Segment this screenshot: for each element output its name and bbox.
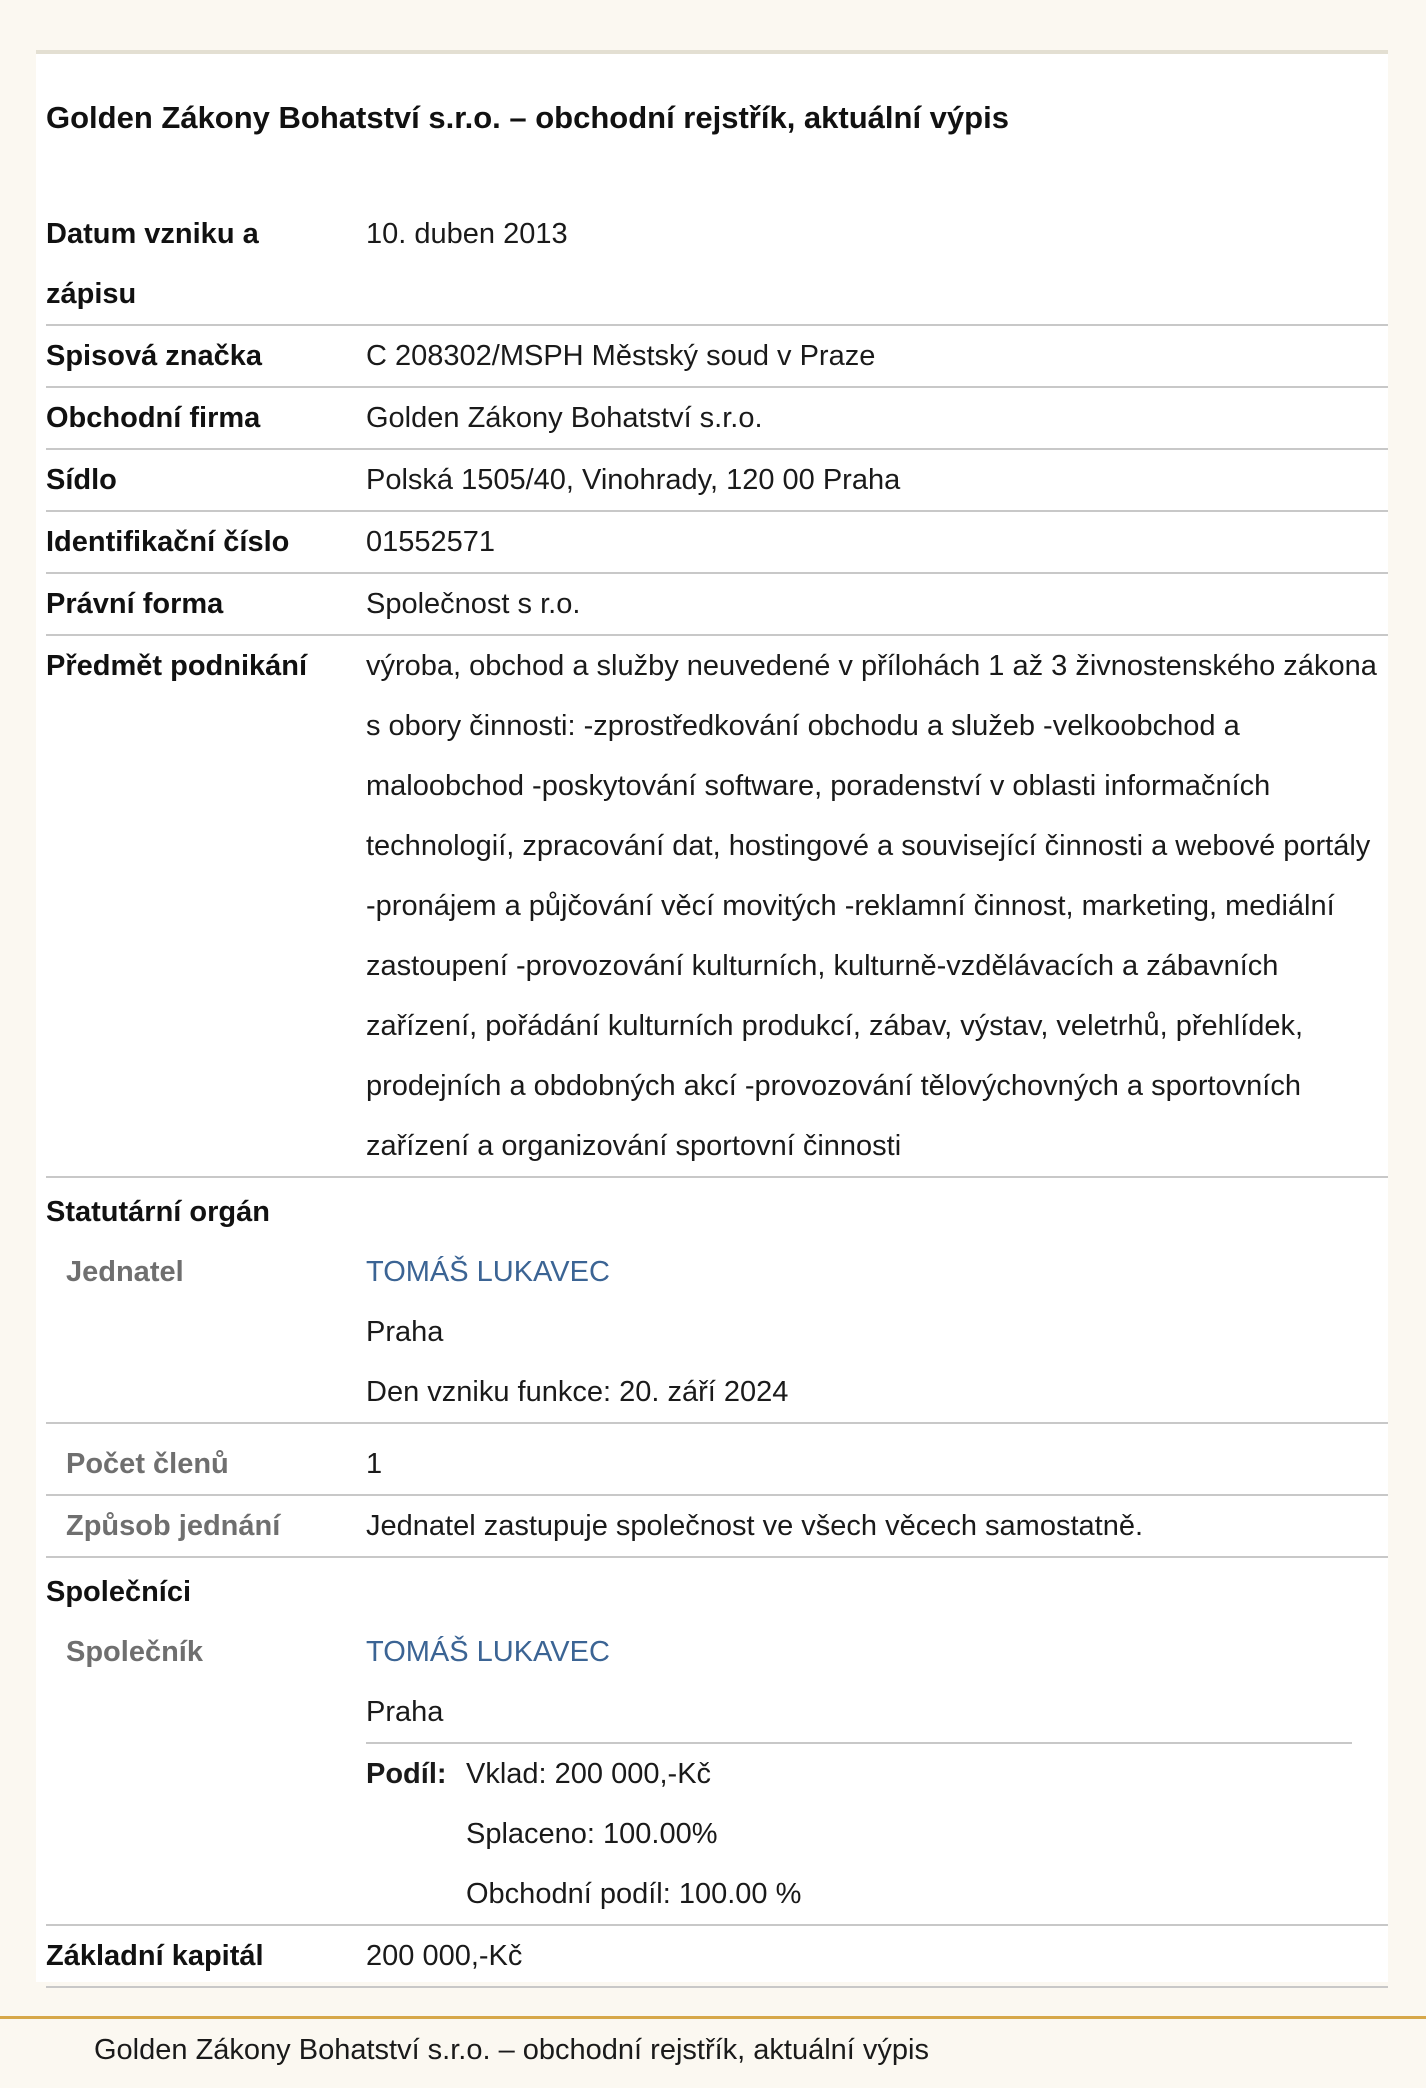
label-predmet-podnikani: Předmět podnikání — [46, 650, 308, 682]
label-jednatel: Jednatel — [66, 1256, 184, 1288]
label-obchodni-firma: Obchodní firma — [46, 402, 261, 434]
value-spolecnik — [366, 1622, 1388, 1924]
row-zpusob-jednani — [46, 1496, 1388, 1558]
label-zakladni-kapital: Základní kapitál — [46, 1940, 264, 1972]
value-pravni-forma: Společnost s r.o. — [366, 588, 581, 620]
value-pocet-clenu: 1 — [366, 1448, 383, 1480]
spolecnik-city: Praha — [366, 1696, 444, 1728]
row-sidlo — [46, 450, 1388, 512]
jednatel-city: Praha — [366, 1316, 444, 1348]
jednatel-since: Den vzniku funkce: 20. září 2024 — [366, 1376, 789, 1408]
value-predmet-podnikani: výroba, obchod a služby neuvedené v přílohách 1 až 3 živnostenského zákona s obory činnosti: -zprostředkování obchodu a služeb -velkoobchod a maloobchod -poskytování software, poradenství v oblasti informačních technologií, zpracování dat, hostingové a související činnosti a webové portály -pronájem a půjčování věcí movitých -reklamní činnost, marketing, mediální zastoupení -provozování kulturních, kulturně-vzdělávacích a zábavních zařízení, pořádání kulturních produkcí, zábav, výstav, veletrhů, přehlídek, prodejních a obdobných akcí -provozování tělovýchovných a sportovních zařízení a organizování sportovní činnosti — [366, 650, 1377, 1162]
label-sidlo: Sídlo — [46, 464, 117, 496]
label-podil: Podíl: — [366, 1758, 447, 1790]
registry-card — [36, 50, 1388, 1982]
page-title: Golden Zákony Bohatství s.r.o. – obchodní rejstřík, aktuální výpis — [46, 100, 1009, 135]
row-predmet-podnikani — [46, 636, 1388, 1178]
value-ico: 01552571 — [366, 526, 496, 558]
value-sidlo: Polská 1505/40, Vinohrady, 120 00 Praha — [366, 464, 901, 496]
row-spisova-znacka — [46, 326, 1388, 388]
row-pocet-clenu — [46, 1424, 1388, 1496]
row-zakladni-kapital — [46, 1926, 1388, 1988]
spolecnik-name-link[interactable]: TOMÁŠ LUKAVEC — [366, 1636, 610, 1668]
value-datum-vzniku: 10. duben 2013 — [366, 218, 568, 250]
label-ico: Identifikační číslo — [46, 526, 290, 558]
jednatel-name-link[interactable]: TOMÁŠ LUKAVEC — [366, 1256, 610, 1288]
share-block — [366, 1742, 1352, 1924]
footer-text: Golden Zákony Bohatství s.r.o. – obchodní rejstřík, aktuální výpis — [94, 2034, 929, 2066]
value-splaceno: Splaceno: 100.00% — [466, 1818, 718, 1850]
row-spolecnik — [46, 1622, 1388, 1926]
value-vklad: Vklad: 200 000,-Kč — [466, 1758, 712, 1790]
row-jednatel — [46, 1242, 1388, 1424]
value-obchodni-firma: Golden Zákony Bohatství s.r.o. — [366, 402, 763, 434]
value-spisova-znacka: C 208302/MSPH Městský soud v Praze — [366, 340, 876, 372]
row-ico — [46, 512, 1388, 574]
row-datum-vzniku — [46, 204, 1388, 326]
section-spolecnici: Společníci — [46, 1576, 192, 1608]
label-zpusob-jednani: Způsob jednání — [66, 1510, 281, 1542]
value-jednatel — [366, 1242, 1388, 1422]
footer-divider — [0, 2016, 1426, 2019]
label-datum-vzniku: Datum vzniku a zápisu — [46, 218, 259, 310]
share-values — [466, 1744, 801, 1924]
section-statutarni-organ: Statutární orgán — [46, 1196, 270, 1228]
value-zpusob-jednani: Jednatel zastupuje společnost ve všech věcech samostatně. — [366, 1510, 1144, 1542]
label-pocet-clenu: Počet členů — [66, 1448, 229, 1480]
registry-table — [46, 204, 1388, 1988]
row-obchodni-firma — [46, 388, 1388, 450]
label-spolecnik: Společník — [66, 1636, 203, 1668]
label-pravni-forma: Právní forma — [46, 588, 224, 620]
row-pravni-forma — [46, 574, 1388, 636]
label-spisova-znacka: Spisová značka — [46, 340, 262, 372]
value-obchodni-podil: Obchodní podíl: 100.00 % — [466, 1878, 802, 1910]
value-zakladni-kapital: 200 000,-Kč — [366, 1940, 523, 1972]
